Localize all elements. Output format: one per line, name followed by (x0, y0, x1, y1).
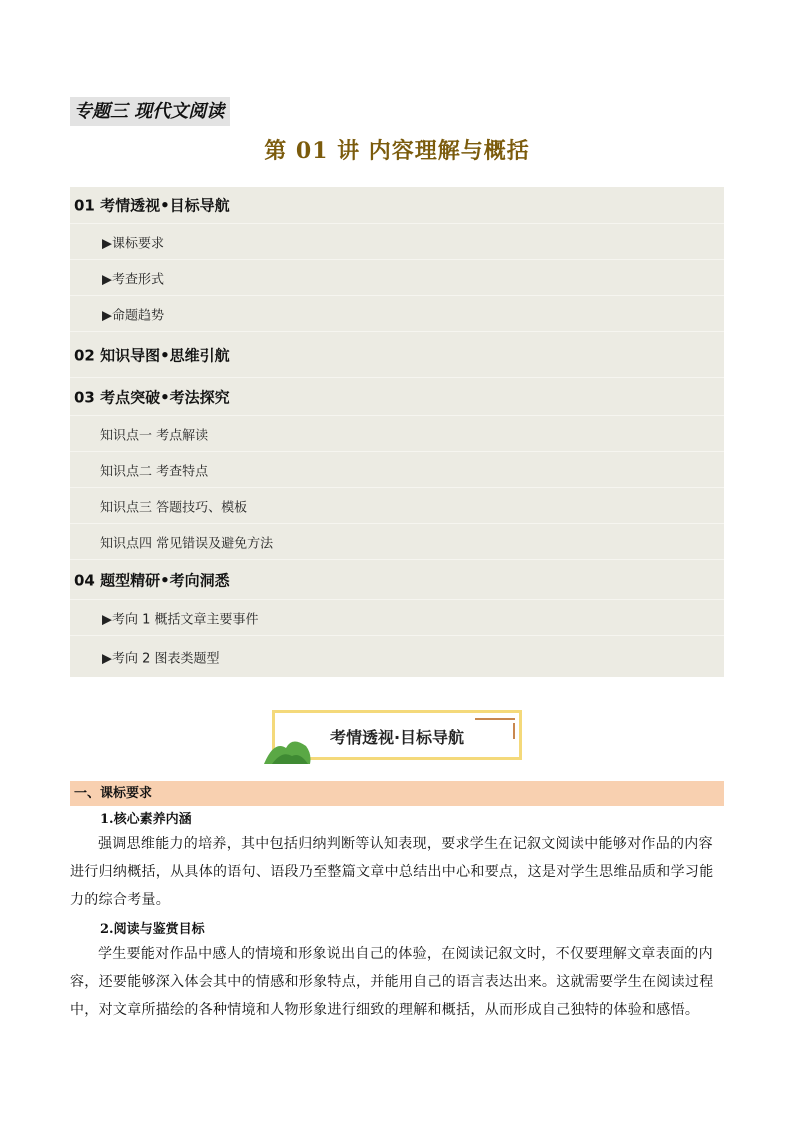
toc-item-label: ▶考向 2 图表类题型 (102, 651, 220, 666)
toc-item-label: 01 考情透视•目标导航 (74, 196, 230, 215)
banner-decoration-line (513, 723, 515, 739)
toc-item-label: 04 题型精研•考向洞悉 (74, 571, 230, 589)
toc-item-label: 知识点四 常见错误及避免方法 (100, 536, 274, 551)
toc-item-point-3[interactable] (70, 487, 724, 523)
toc-item-exam-form[interactable] (70, 259, 724, 295)
toc-section-overview[interactable] (70, 187, 724, 223)
toc-item-point-2[interactable] (70, 451, 724, 487)
toc-item-point-4[interactable] (70, 523, 724, 559)
paragraph-reading-goals: 学生要能对作品中感人的情境和形象说出自己的体验，在阅读记叙文时，不仅要理解文章表面的内容，还要能够深入体会其中的情感和形象特点，并能用自己的语言表达出来。这就需要学生在阅读过程中，对文章所描绘的各种情境和人物形象进行细致的理解和概括，从而形成自己独特的体验和感悟。 (70, 946, 714, 1018)
subheading-core-literacy: 1.核心素养内涵 (100, 812, 192, 827)
toc-item-point-1[interactable] (70, 415, 724, 451)
toc-item-label: 03 考点突破•考法探究 (74, 388, 230, 406)
paragraph-core-literacy: 强调思维能力的培养，其中包括归纳判断等认知表现，要求学生在记叙文阅读中能够对作品的内容进行归纳概括，从具体的语句、语段乃至整篇文章中总结出中心和要点，这是对学生思维品质和学习能力的综合考量。 (70, 836, 714, 908)
toc-item-direction-2[interactable] (70, 635, 724, 677)
toc-item-label: 知识点三 答题技巧、模板 (100, 500, 248, 515)
toc-item-curriculum[interactable] (70, 223, 724, 259)
toc-item-label: 知识点二 考查特点 (100, 464, 209, 479)
banner-title: 考情透视·目标导航 (329, 728, 465, 747)
hills-icon (262, 734, 312, 764)
toc-section-practice[interactable] (70, 559, 724, 599)
toc-section-mindmap[interactable] (70, 331, 724, 377)
toc-section-breakthrough[interactable] (70, 377, 724, 415)
toc-item-label: ▶考查形式 (102, 272, 164, 287)
toc-item-label: 知识点一 考点解读 (100, 428, 209, 443)
lecture-title: 第 01 讲 内容理解与概括 (264, 138, 530, 164)
toc-item-trend[interactable] (70, 295, 724, 331)
toc-item-label: ▶课标要求 (102, 236, 164, 251)
subheading-reading-goals: 2.阅读与鉴赏目标 (100, 922, 205, 937)
toc-item-label: ▶命题趋势 (102, 308, 164, 323)
banner-decoration-line (475, 718, 515, 720)
topic-label: 专题三 现代文阅读 (70, 97, 230, 126)
toc-item-label: 02 知识导图•思维引航 (74, 346, 230, 364)
section-heading: 一、课标要求 (70, 781, 724, 806)
toc-item-label: ▶考向 1 概括文章主要事件 (102, 612, 259, 627)
toc-item-direction-1[interactable] (70, 599, 724, 635)
table-of-contents (70, 187, 724, 677)
